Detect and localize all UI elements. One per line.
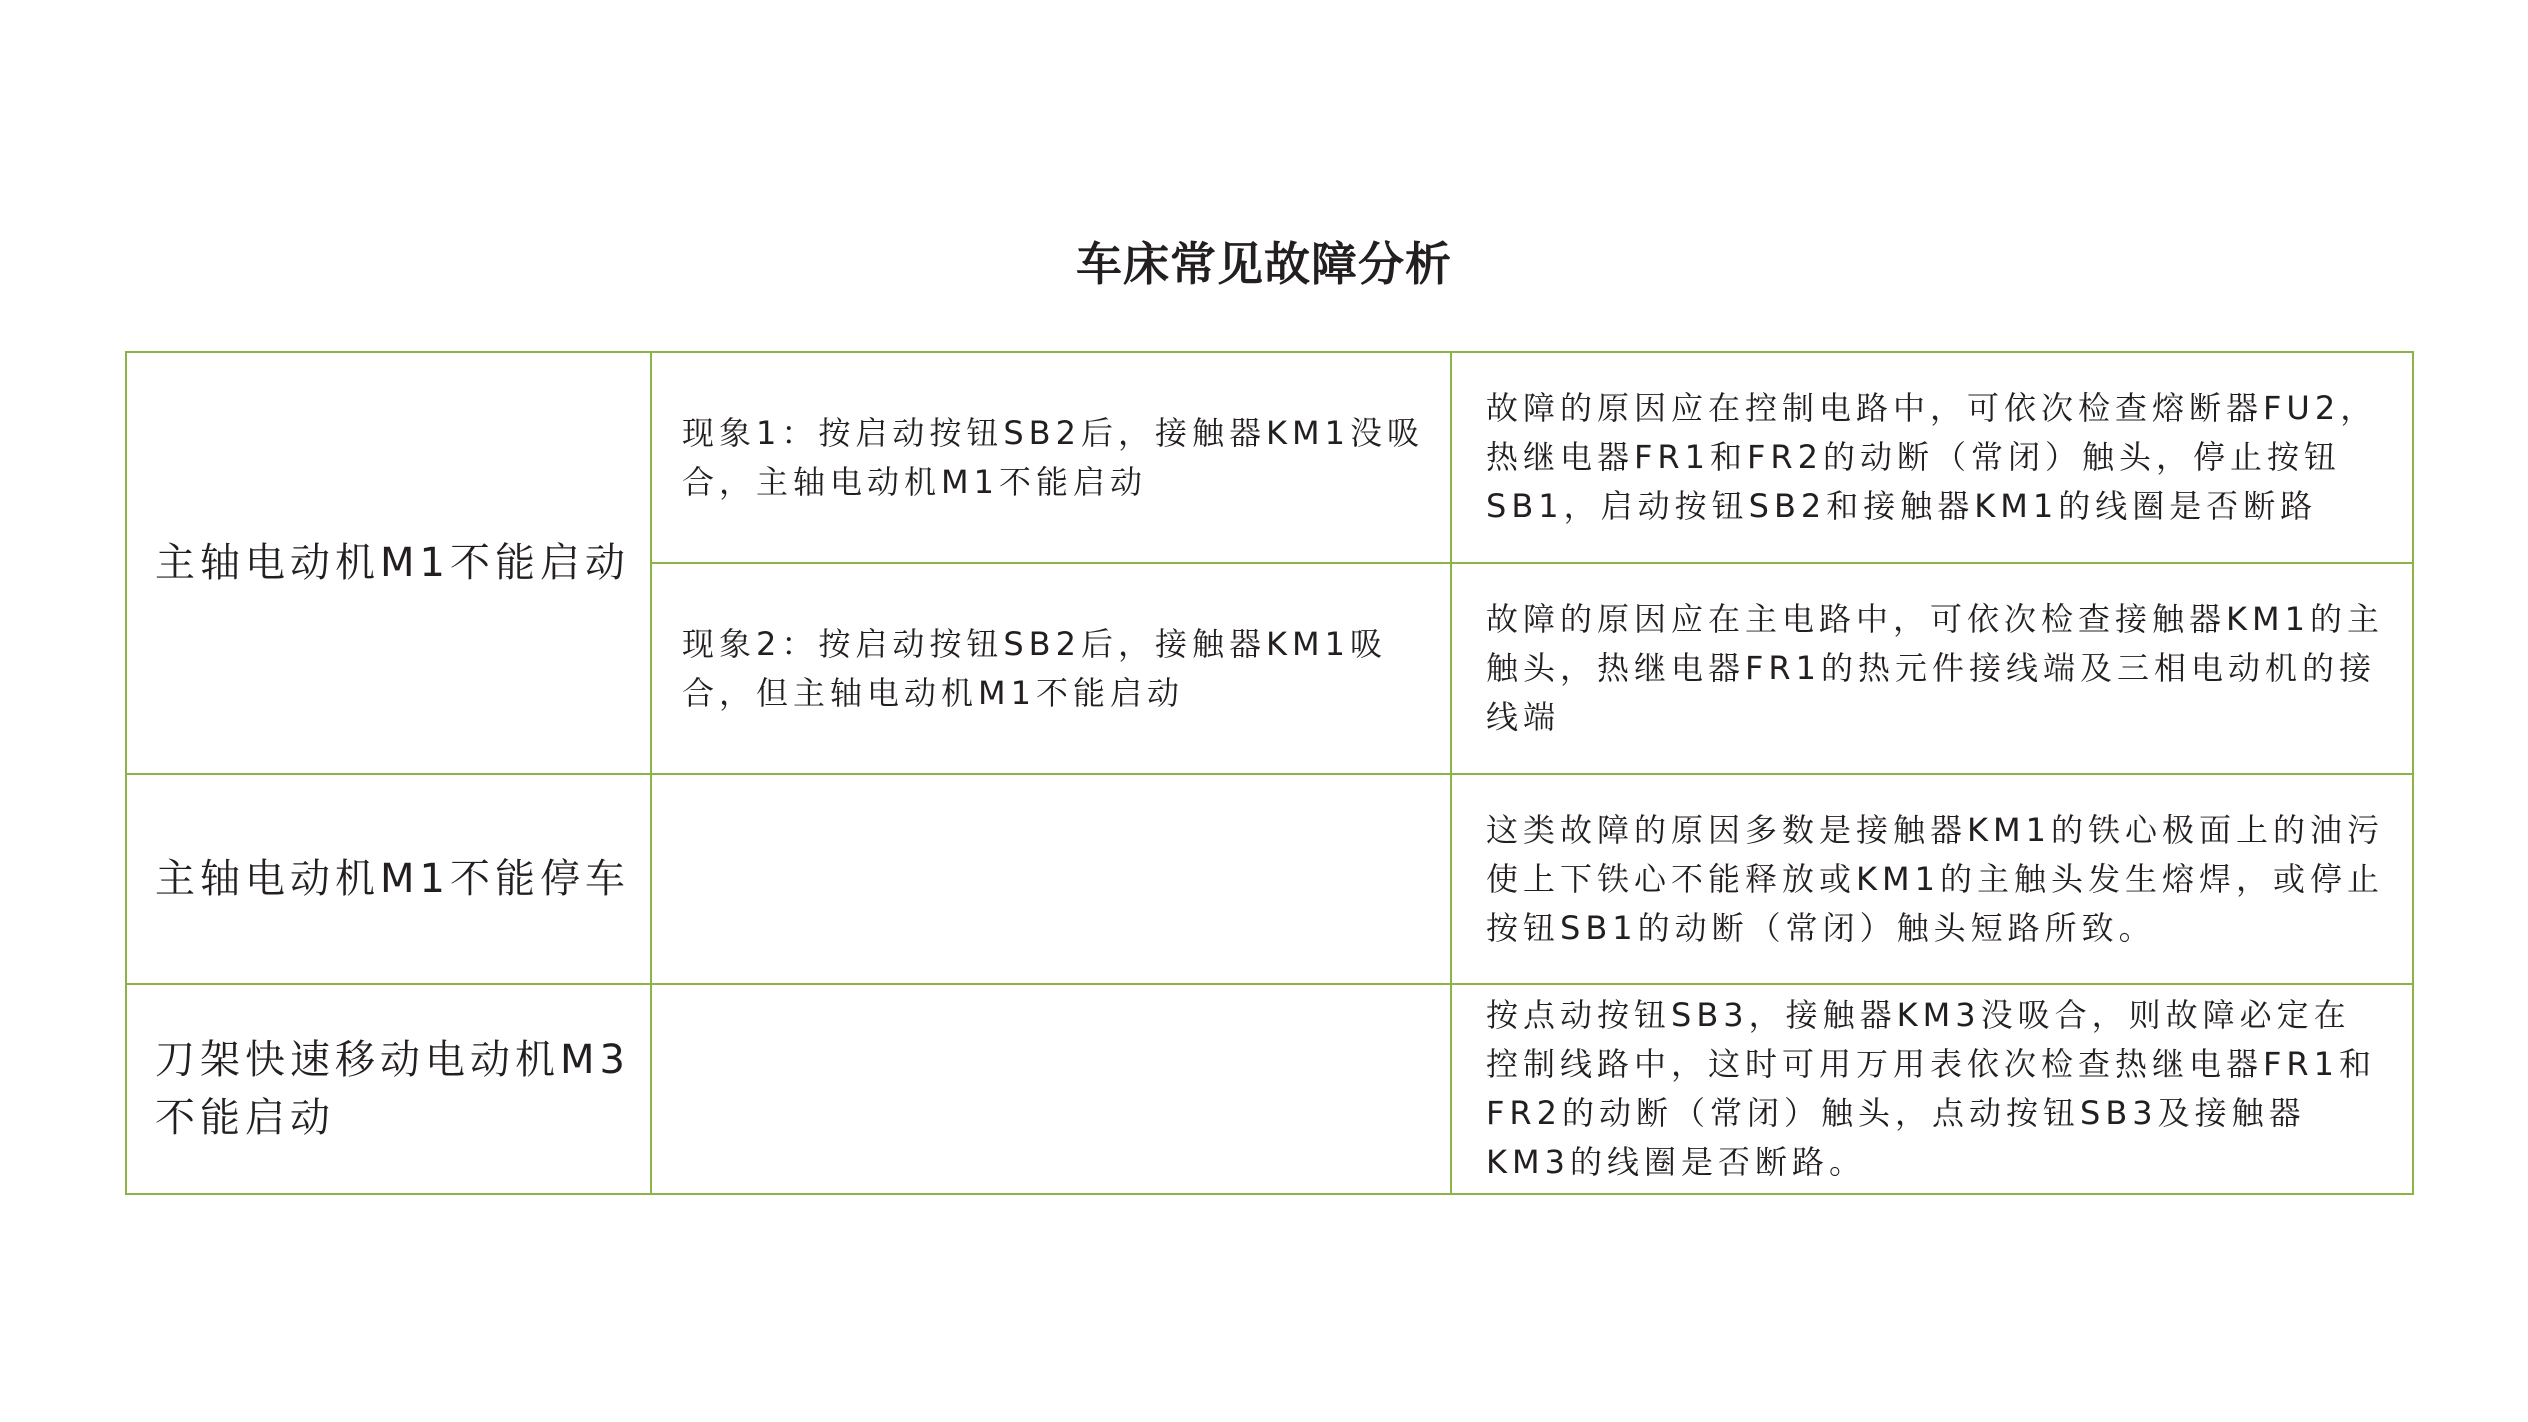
cause-cell xyxy=(1451,563,2413,774)
symptom-cell xyxy=(651,984,1451,1194)
table-row xyxy=(126,352,2413,563)
cause-text: 故障的原因应在控制电路中，可依次检查熔断器FU2，热继电器FR1和FR2的动断（常闭）触头，停止按钮SB1，启动按钮SB2和接触器KM1的线圈是否断路 xyxy=(1486,389,2378,525)
cause-text: 这类故障的原因多数是接触器KM1的铁心极面上的油污使上下铁心不能释放或KM1的主触头发生熔焊，或停止按钮SB1的动断（常闭）触头短路所致。 xyxy=(1486,810,2384,947)
symptom-text: 现象1：按启动按钮SB2后，接触器KM1没吸合，主轴电动机M1不能启动 xyxy=(682,413,1424,501)
cause-cell xyxy=(1451,352,2413,563)
symptom-cell xyxy=(651,352,1451,563)
symptom-cell xyxy=(651,563,1451,774)
cause-text: 故障的原因应在主电路中，可依次检查接触器KM1的主触头，热继电器FR1的热元件接线端及三相电动机的接线端 xyxy=(1486,600,2384,736)
fault-label: 主轴电动机M1不能停车 xyxy=(155,856,630,902)
cause-cell xyxy=(1451,774,2413,984)
cause-text: 按点动按钮SB3，接触器KM3没吸合，则故障必定在控制线路中，这时可用万用表依次检查热继电器FR1和FR2的动断（常闭）触头，点动按钮SB3及接触器KM3的线圈是否断路。 xyxy=(1486,996,2377,1181)
fault-analysis-table xyxy=(125,351,2414,1195)
symptom-text: 现象2：按启动按钮SB2后，接触器KM1吸合，但主轴电动机M1不能启动 xyxy=(682,624,1387,712)
fault-label: 刀架快速移动电动机M3不能启动 xyxy=(155,1037,630,1141)
symptom-cell xyxy=(651,774,1451,984)
table-row xyxy=(126,774,2413,984)
page-title: 车床常见故障分析 xyxy=(1076,237,1452,291)
fault-cell xyxy=(126,774,651,984)
fault-cell xyxy=(126,352,651,774)
cause-cell xyxy=(1451,984,2413,1194)
fault-label: 主轴电动机M1不能启动 xyxy=(155,540,630,586)
fault-cell xyxy=(126,984,651,1194)
table-row xyxy=(126,984,2413,1194)
